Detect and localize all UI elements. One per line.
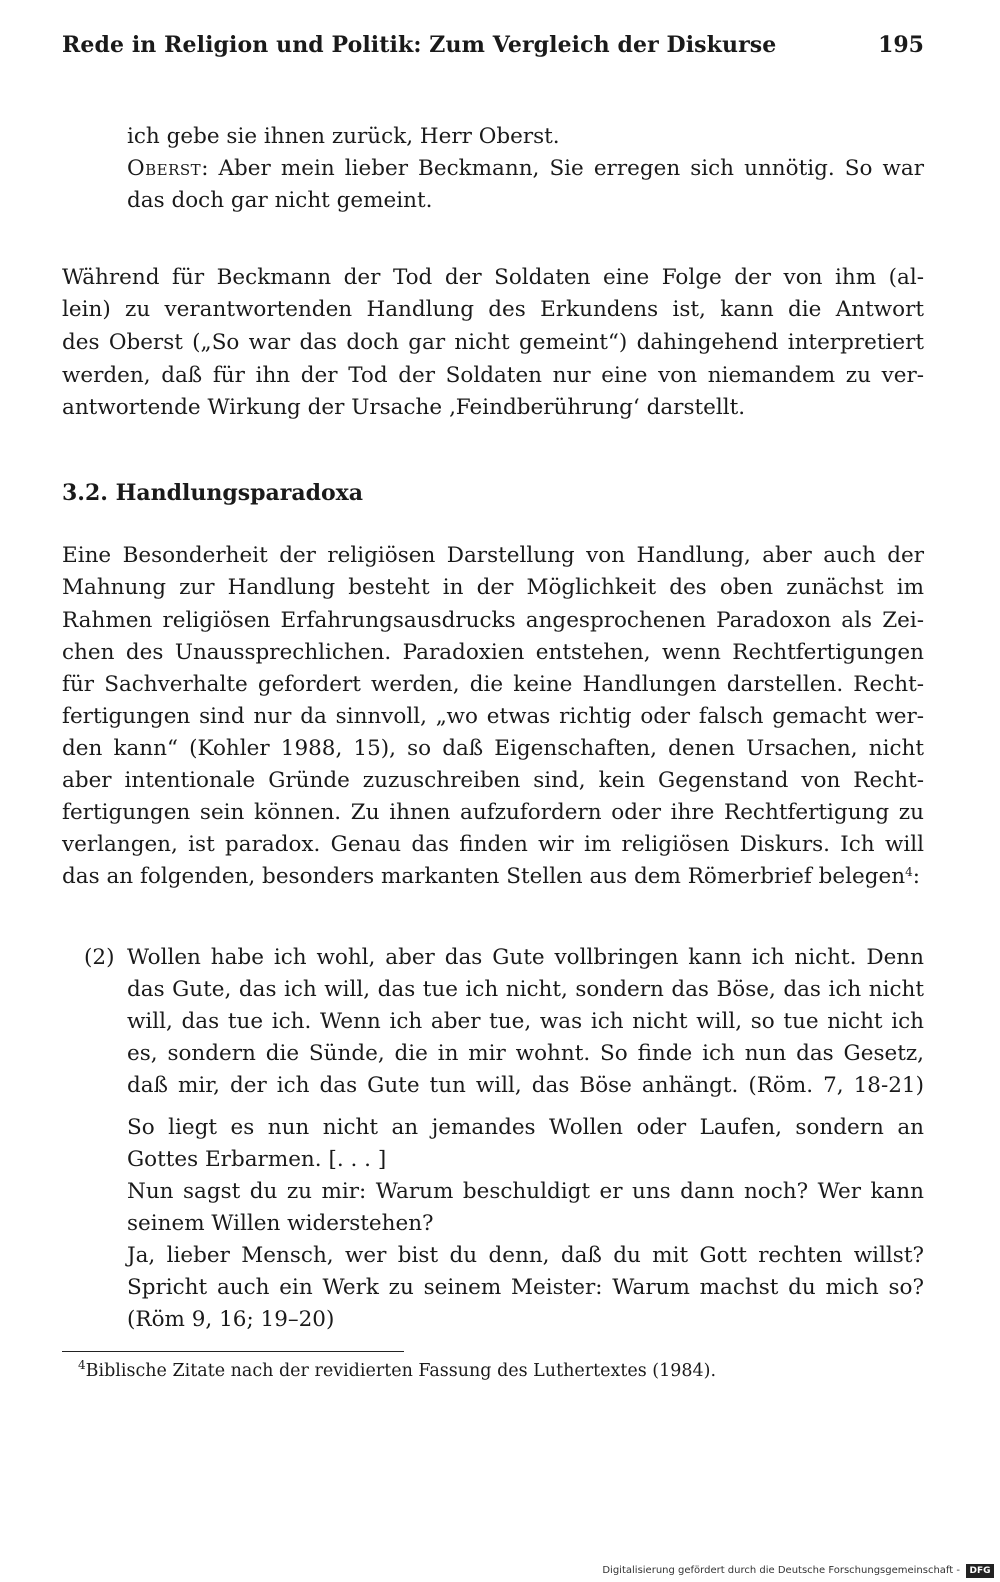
quote-line: Ja, lieber Mensch, wer bist du denn, daß du mit Gott rechten willst? <box>127 1243 924 1268</box>
paragraph-line: Rahmen religiösen Erfahrungsausdrucks angesprochenen Paradoxon als Zei- <box>62 608 924 633</box>
quote-line: will, das tue ich. Wenn ich aber tue, was ich nicht will, so tue nicht ich <box>127 1009 924 1034</box>
quote-line: Spricht auch ein Werk zu seinem Meister: Warum machst du mich so? <box>127 1275 924 1300</box>
footnote-text: Biblische Zitate nach der revidierten Fassung des Luthertextes (1984). <box>85 1361 717 1381</box>
quote-line: seinem Willen widerstehen? <box>127 1211 434 1236</box>
paragraph-line: chen des Unaussprechlichen. Paradoxien entstehen, wenn Rechtfertigungen <box>62 640 924 665</box>
footnote-mark: 4 <box>78 1358 86 1372</box>
quote-line: das Gute, das ich will, das tue ich nicht, sondern das Böse, das ich nicht <box>127 977 924 1002</box>
speaker-name: Oberst <box>127 156 202 181</box>
footnote-rule <box>62 1351 404 1352</box>
paragraph-line: lein) zu verantwortenden Handlung des Erkundens ist, kann die Antwort <box>62 297 924 322</box>
digitization-credit: Digitalisierung gefördert durch die Deutsche Forschungsgemeinschaft - <box>602 1565 960 1576</box>
dialogue-line <box>127 153 924 185</box>
running-title: Rede in Religion und Politik: Zum Vergleich der Diskurse <box>62 32 777 58</box>
dialogue-line: ich gebe sie ihnen zurück, Herr Oberst. <box>127 124 560 149</box>
example-number: (2) <box>84 945 115 970</box>
quote-line: es, sondern die Sünde, die in mir wohnt. So finde ich nun das Gesetz, <box>127 1041 924 1066</box>
paragraph-text: das an folgenden, besonders markanten Stellen aus dem Römerbrief belegen <box>62 864 906 889</box>
dfg-logo: DFG <box>966 1564 994 1578</box>
paragraph-text: : <box>912 864 920 889</box>
paragraph-line: aber intentionale Gründe zuzuschreiben sind, kein Gegenstand von Recht- <box>62 768 924 793</box>
quote-line: daß mir, der ich das Gute tun will, das Böse anhängt. (Röm. 7, 18-21) <box>127 1073 924 1098</box>
paragraph-line: Während für Beckmann der Tod der Soldaten eine Folge der von ihm (al- <box>62 265 924 290</box>
footnote <box>78 1358 716 1384</box>
page-header <box>62 32 924 62</box>
quote-line: Gottes Erbarmen. [. . . ] <box>127 1147 387 1172</box>
paragraph-line: antwortende Wirkung der Ursache ‚Feindberührung‘ darstellt. <box>62 395 746 420</box>
paragraph-line: des Oberst („So war das doch gar nicht gemeint“) dahingehend interpretiert <box>62 330 924 355</box>
section-heading: 3.2. Handlungsparadoxa <box>62 480 364 506</box>
paragraph-line: werden, daß für ihn der Tod der Soldaten nur eine von niemandem zu ver- <box>62 363 924 388</box>
paragraph-line: verlangen, ist paradox. Genau das finden wir im religiösen Diskurs. Ich will <box>62 832 924 857</box>
paragraph-line: Mahnung zur Handlung besteht in der Möglichkeit des oben zunächst im <box>62 575 924 600</box>
dialogue-line: das doch gar nicht gemeint. <box>127 188 433 213</box>
quote-line: Nun sagst du zu mir: Warum beschuldigt er uns dann noch? Wer kann <box>127 1179 924 1204</box>
footnote-reference: 4 <box>905 865 913 879</box>
paragraph-line: fertigungen sein können. Zu ihnen aufzufordern oder ihre Rechtfertigung zu <box>62 800 924 825</box>
page-number: 195 <box>878 32 924 58</box>
paragraph-line: den kann“ (Kohler 1988, 15), so daß Eigenschaften, denen Ursachen, nicht <box>62 736 924 761</box>
paragraph-line <box>62 861 920 893</box>
paragraph-line: für Sachverhalte gefordert werden, die keine Handlungen darstellen. Recht- <box>62 672 924 697</box>
dialogue-text: : Aber mein lieber Beckmann, Sie erregen sich unnötig. So war <box>201 156 924 181</box>
paragraph-line: Eine Besonderheit der religiösen Darstellung von Handlung, aber auch der <box>62 543 924 568</box>
quote-line: (Röm 9, 16; 19–20) <box>127 1307 335 1332</box>
quote-line: So liegt es nun nicht an jemandes Wollen oder Laufen, sondern an <box>127 1115 924 1140</box>
quote-line: Wollen habe ich wohl, aber das Gute vollbringen kann ich nicht. Denn <box>127 945 924 970</box>
paragraph-line: fertigungen sind nur da sinnvoll, „wo etwas richtig oder falsch gemacht wer- <box>62 704 924 729</box>
